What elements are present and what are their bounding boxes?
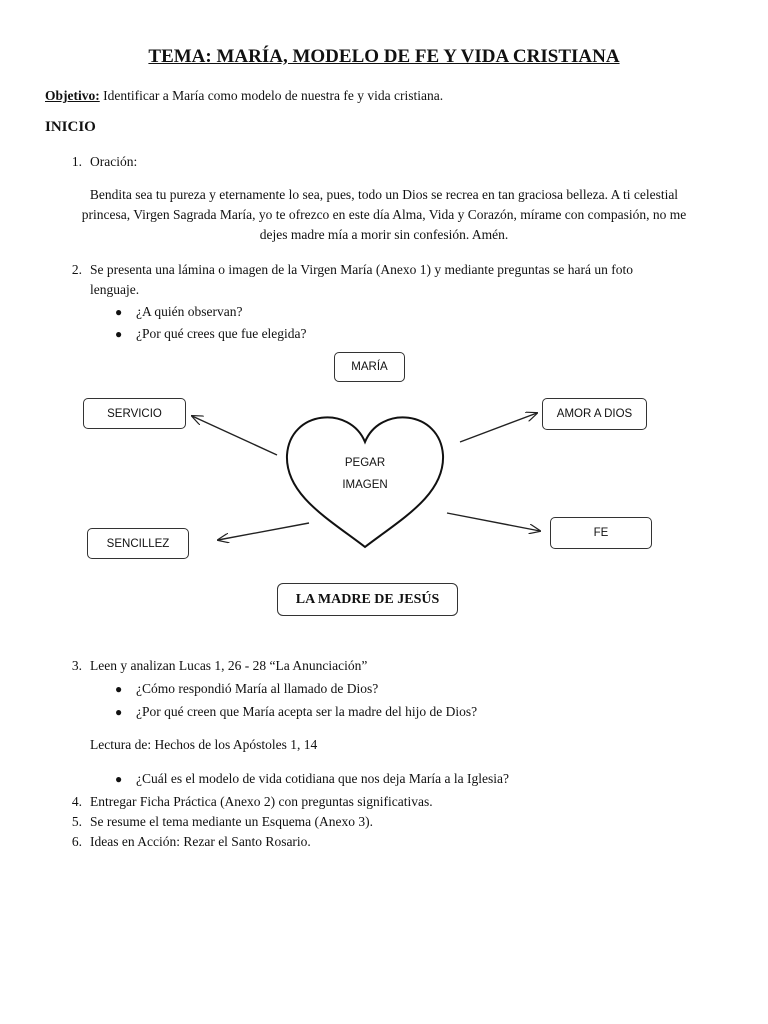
list-item-text: Entregar Ficha Práctica (Anexo 2) con preguntas significativas. bbox=[90, 794, 433, 809]
list-item-text: Leen y analizan Lucas 1, 26 - 28 “La Anunciación” bbox=[90, 658, 368, 673]
objective-text: Identificar a María como modelo de nuestra fe y vida cristiana. bbox=[103, 88, 444, 103]
list-item-text: Ideas en Acción: Rezar el Santo Rosario. bbox=[90, 834, 311, 849]
diagram-box-maria: MARÍA bbox=[334, 352, 405, 382]
prayer-line: princesa, Virgen Sagrada María, yo te ofrezco en este día Alma, Vida y Corazón, mírame con compasión, no me bbox=[81, 207, 687, 222]
bullet-icon: ● bbox=[115, 305, 123, 319]
question-text: ¿Por qué creen que María acepta ser la madre del hijo de Dios? bbox=[136, 704, 478, 719]
heart-label-line: PEGAR bbox=[344, 457, 386, 469]
heart-label bbox=[315, 452, 415, 496]
list-item-text: Se presenta una lámina o imagen de la Virgen María (Anexo 1) y mediante preguntas se hará un foto bbox=[90, 262, 634, 277]
list-number: 3. bbox=[71, 658, 82, 673]
question-text: ¿Por qué crees que fue elegida? bbox=[136, 326, 307, 341]
diagram-box-fe: FE bbox=[550, 517, 652, 549]
list-number: 1. bbox=[71, 154, 82, 169]
list-number: 5. bbox=[71, 814, 82, 829]
arrow-to-sencillez bbox=[218, 523, 309, 540]
arrow-to-servicio bbox=[192, 416, 277, 455]
arrow-to-amor-a-dios bbox=[460, 413, 537, 442]
arrow-to-fe bbox=[447, 513, 540, 531]
heart-label-line: IMAGEN bbox=[342, 479, 388, 491]
prayer-line: dejes madre mía a morir sin confesión. Amén. bbox=[259, 227, 509, 242]
question-text: ¿A quién observan? bbox=[136, 304, 243, 319]
page-title: TEMA: MARÍA, MODELO DE FE Y VIDA CRISTIANA bbox=[148, 46, 620, 67]
section-heading-inicio: INICIO bbox=[45, 119, 96, 135]
question-text: ¿Cómo respondió María al llamado de Dios? bbox=[136, 681, 379, 696]
question-text: ¿Cuál es el modelo de vida cotidiana que nos deja María a la Iglesia? bbox=[136, 771, 509, 786]
list-item-text-cont: lenguaje. bbox=[90, 282, 140, 297]
list-item-text: Se resume el tema mediante un Esquema (Anexo 3). bbox=[90, 814, 374, 829]
list-number: 2. bbox=[71, 262, 82, 277]
list-number: 6. bbox=[71, 834, 82, 849]
diagram-box-amor-a-dios: AMOR A DIOS bbox=[542, 398, 647, 430]
bullet-icon: ● bbox=[115, 705, 123, 719]
bullet-icon: ● bbox=[115, 682, 123, 696]
objective-label: Objetivo: bbox=[45, 88, 100, 103]
list-number: 4. bbox=[71, 794, 82, 809]
list-item-text: Oración: bbox=[90, 154, 138, 169]
diagram-box-sencillez: SENCILLEZ bbox=[87, 528, 189, 559]
bullet-icon: ● bbox=[115, 772, 123, 786]
bullet-icon: ● bbox=[115, 327, 123, 341]
reading-reference: Lectura de: Hechos de los Apóstoles 1, 14 bbox=[90, 737, 318, 752]
prayer-line: Bendita sea tu pureza y eternamente lo sea, pues, todo un Dios se recrea en tan graciosa belleza. A ti celestial bbox=[89, 187, 679, 202]
diagram-box-servicio: SERVICIO bbox=[83, 398, 186, 429]
diagram-box-madre-de-jesus: LA MADRE DE JESÚS bbox=[277, 583, 458, 616]
